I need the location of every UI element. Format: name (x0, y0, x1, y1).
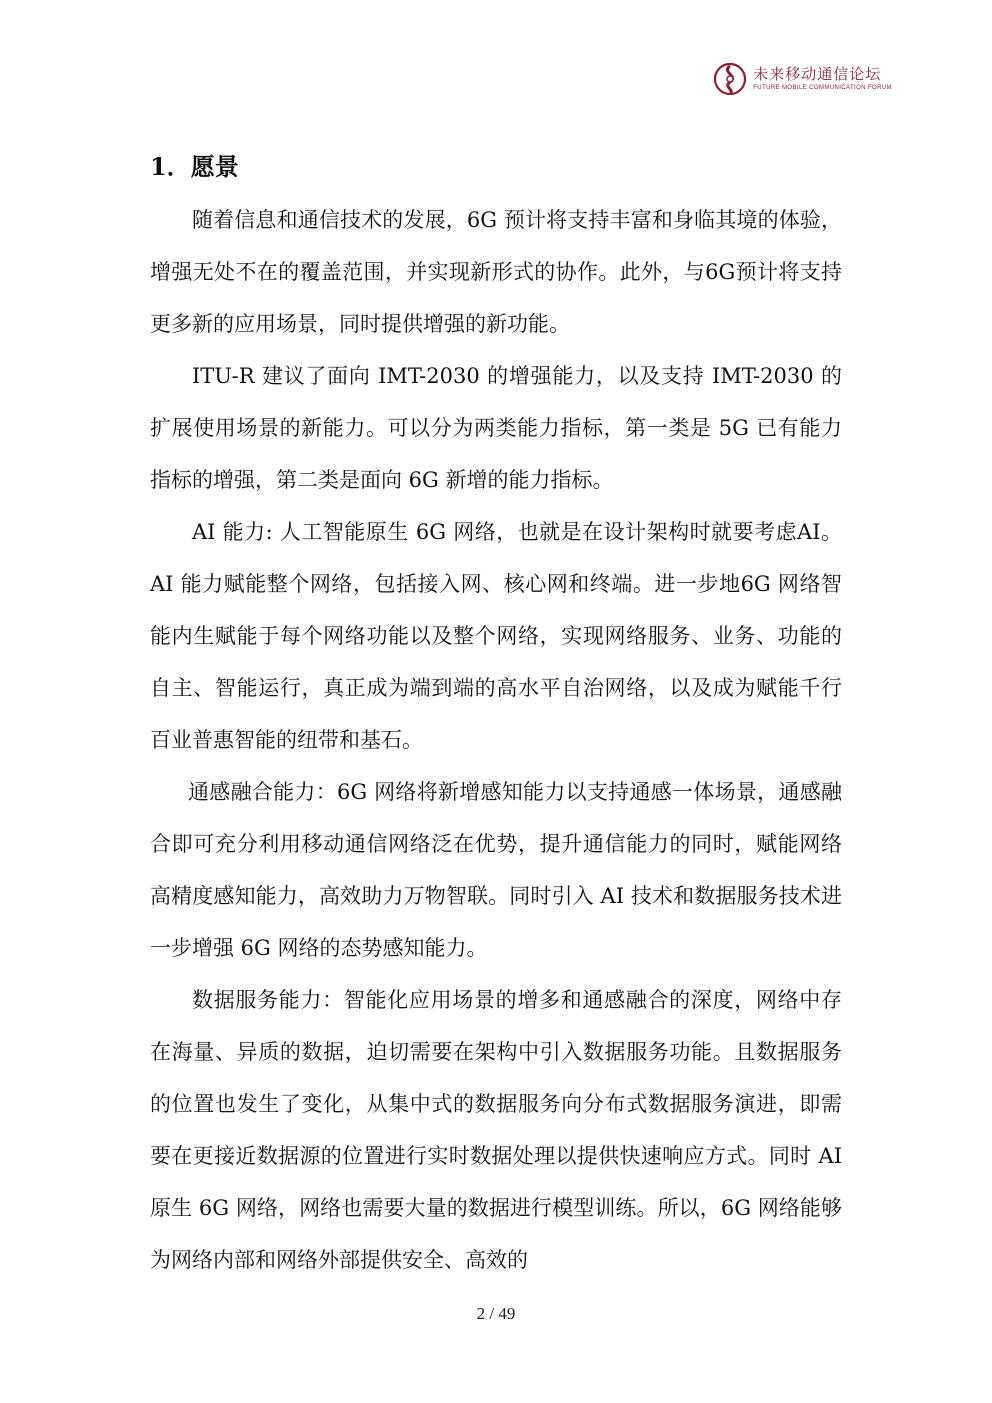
page-number: 2 / 49 (476, 1304, 516, 1323)
paragraph-ai-capability: AI 能力: 人工智能原生 6G 网络，也就是在设计架构时就要考虑AI。AI 能力赋能整个网络，包括接入网、核心网和终端。进一步地6G 网络智能内生赋能于每个网络功能以及整个网络，实现网络服务、业务、功能的自主、智能运行，真正成为端到端的高水平自治网络，以及成为赋能千行百业普惠智能的纽带和基石。 (150, 520, 842, 752)
paragraph-data-service: 数据服务能力：智能化应用场景的增多和通感融合的深度，网络中存在海量、异质的数据，迫切需要在架构中引入数据服务功能。且数据服务的位置也发生了变化，从集中式的数据服务向分布式数据服务演进，即需要在更接近数据源的位置进行实时数据处理以提供快速响应方式。同时 AI 原生 6G 网络，网络也需要大量的数据进行模型训练。所以，6G 网络能够为网络内部和网络外部提供安全、高效的 (150, 988, 842, 1272)
paragraph-vision: 随着信息和通信技术的发展，6G 预计将支持丰富和身临其境的体验，增强无处不在的覆盖范围，并实现新形式的协作。此外，与6G预计将支持更多新的应用场景，同时提供增强的新功能。 (150, 208, 842, 336)
logo-text-cn: 未来移动通信论坛 (753, 65, 882, 83)
section-heading: 1．愿景 (150, 152, 239, 181)
document-body (150, 140, 842, 1286)
header-logo (713, 62, 892, 96)
paragraph-sensing-capability: 通感融合能力：6G 网络将新增感知能力以支持通感一体场景，通感融合即可充分利用移动通信网络泛在优势，提升通信能力的同时，赋能网络高精度感知能力，高效助力万物智联。同时引入 AI 技术和数据服务技术进一步增强 6G 网络的态势感知能力。 (150, 780, 842, 960)
paragraph-itu-r: ITU-R 建议了面向 IMT-2030 的增强能力，以及支持 IMT-2030 的扩展使用场景的新能力。可以分为两类能力指标，第一类是 5G 已有能力指标的增强，第二类是面向 6G 新增的能力指标。 (150, 364, 842, 492)
logo-text-en: FUTURE MOBILE COMMUNICATION FORUM (753, 85, 892, 91)
forum-logo-icon (713, 62, 747, 96)
